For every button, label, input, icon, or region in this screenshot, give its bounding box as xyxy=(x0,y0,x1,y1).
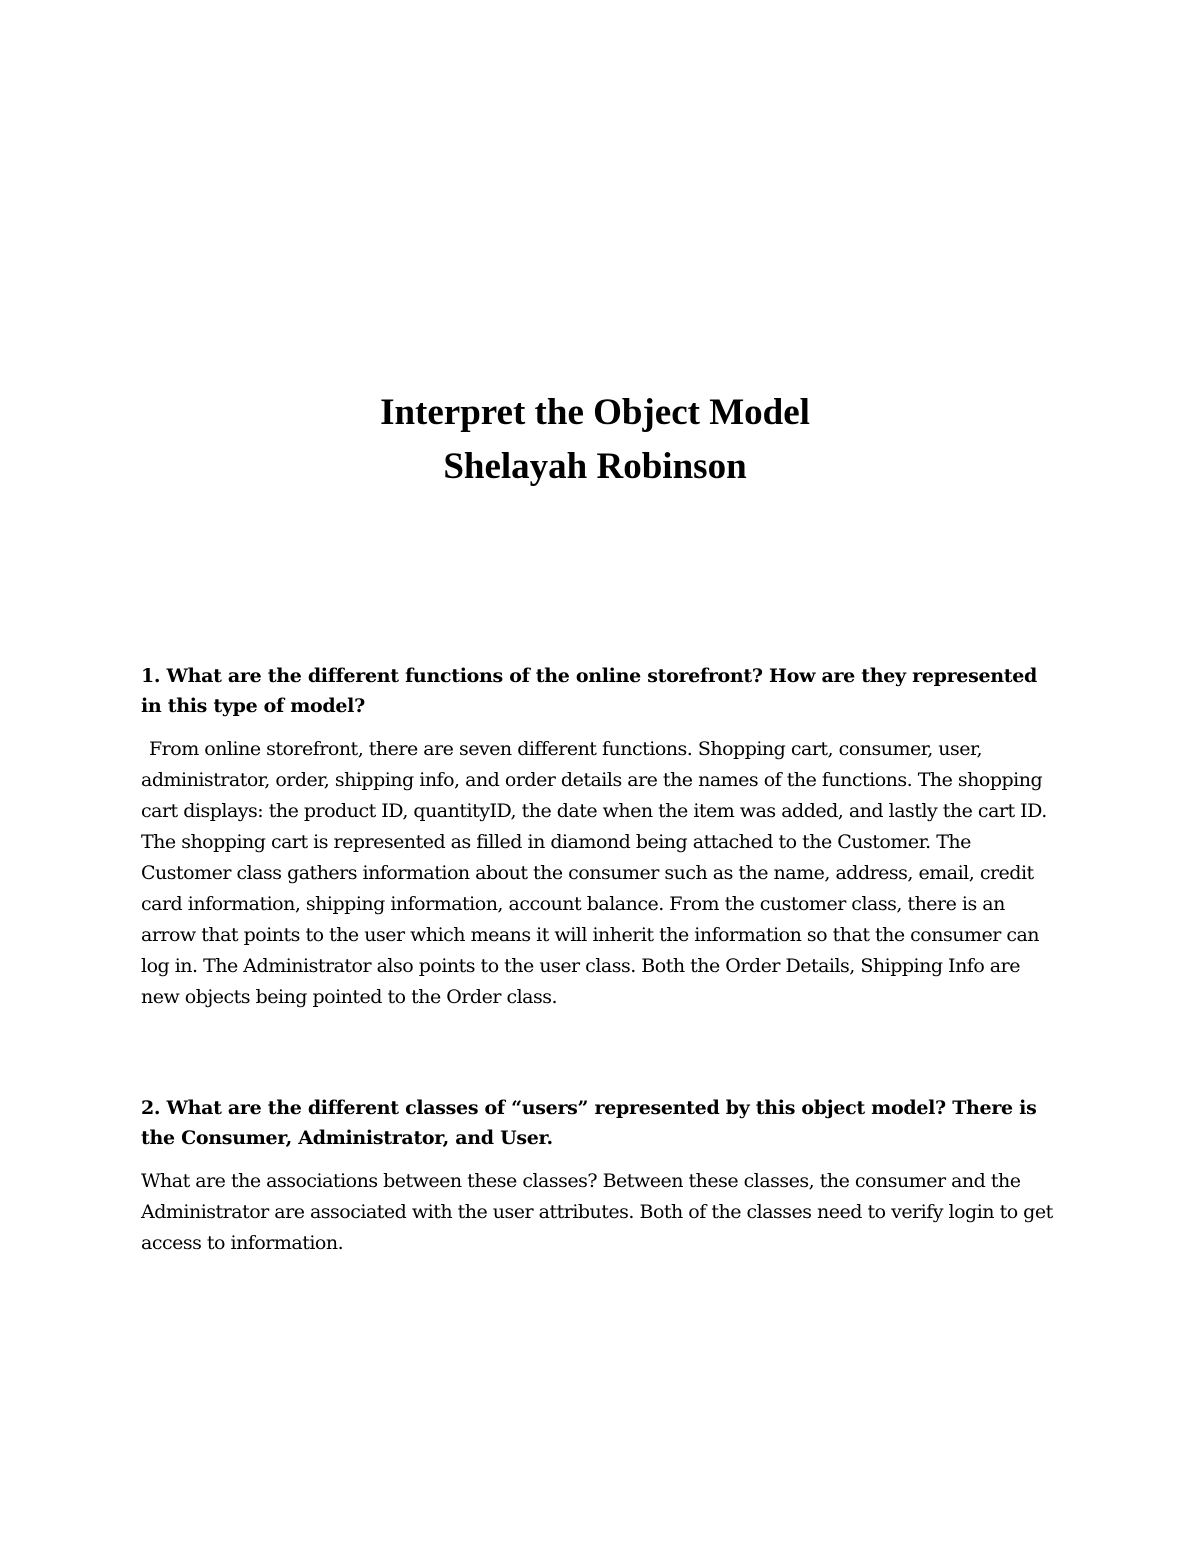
document-title: Interpret the Object Model xyxy=(380,392,810,433)
question-section-1 xyxy=(141,661,1061,1013)
answer-paragraph: What are the associations between these classes? Between these classes, the consumer and the Administrator are associated with the user attributes. Both of the classes need to verify login to get access to information. xyxy=(141,1170,1053,1254)
question-heading: 1. What are the different functions of the online storefront? How are they represented in this type of model? xyxy=(141,665,1038,717)
question-heading: 2. What are the different classes of “users” represented by this object model? There is the Consumer, Administrator, and User. xyxy=(141,1097,1037,1149)
title-block xyxy=(0,386,1190,494)
document-author: Shelayah Robinson xyxy=(443,446,747,487)
question-section-2 xyxy=(141,1093,1061,1259)
answer-paragraph: From online storefront, there are seven different functions. Shopping cart, consumer, user, administrator, order, shipping info, and order details are the names of the functions. The shopping cart displays: the product ID, quantityID, the date when the item was added, and lastly the cart ID. The shopping cart is represented as filled in diamond being attached to the Customer. The Customer class gathers information about the consumer such as the name, address, email, credit card information, shipping information, account balance. From the customer class, there is an arrow that points to the user which means it will inherit the information so that the consumer can log in. The Administrator also points to the user class. Both the Order Details, Shipping Info are new objects being pointed to the Order class. xyxy=(141,738,1047,1008)
